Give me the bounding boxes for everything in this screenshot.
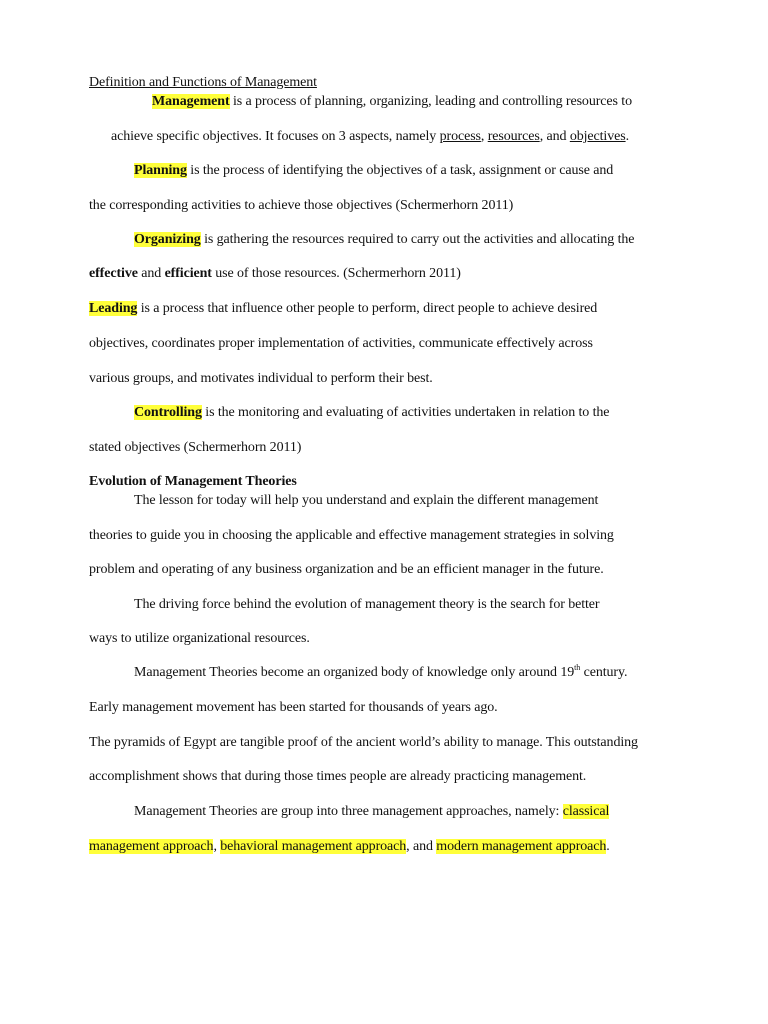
highlight-classical-approach: management approach xyxy=(89,839,214,854)
term-leading: Leading xyxy=(89,301,138,316)
evolution-p2-line-1: The driving force behind the evolution of management theory is the search for better xyxy=(134,597,600,612)
controlling-line-1: Controlling is the monitoring and evaluating of activities undertaken in relation to the xyxy=(134,405,610,420)
term-organizing: Organizing xyxy=(134,232,201,247)
aspect-process: process xyxy=(439,129,481,144)
evolution-p4-line-1: The pyramids of Egypt are tangible proof of the ancient world’s ability to manage. This outstanding xyxy=(89,735,638,750)
management-definition-line-2: achieve specific objectives. It focuses on 3 aspects, namely process, resources, and objectives. xyxy=(111,129,629,144)
evolution-p2-line-2: ways to utilize organizational resources. xyxy=(89,631,310,646)
planning-line-2: the corresponding activities to achieve those objectives (Schermerhorn 2011) xyxy=(89,198,514,213)
leading-line-2: objectives, coordinates proper implementation of activities, communicate effectively across xyxy=(89,336,593,351)
leading-line-1: Leading is a process that influence other people to perform, direct people to achieve desired xyxy=(89,301,598,316)
planning-line-1: Planning is the process of identifying the objectives of a task, assignment or cause and xyxy=(134,163,614,178)
organizing-line-1: Organizing is gathering the resources required to carry out the activities and allocating the xyxy=(134,232,635,247)
highlight-classical: classical xyxy=(562,804,610,819)
management-definition-line-1: Management is a process of planning, organizing, leading and controlling resources to xyxy=(152,94,632,109)
term-management: Management xyxy=(152,94,230,109)
controlling-line-2: stated objectives (Schermerhorn 2011) xyxy=(89,440,302,455)
evolution-p3-line-2: Early management movement has been started for thousands of years ago. xyxy=(89,700,498,715)
leading-line-3: various groups, and motivates individual to perform their best. xyxy=(89,371,433,386)
term-controlling: Controlling xyxy=(134,405,202,420)
aspect-resources: resources xyxy=(487,129,540,144)
term-planning: Planning xyxy=(134,163,187,178)
evolution-p5-line-1: Management Theories are group into three management approaches, namely: classical xyxy=(134,804,610,819)
highlight-modern-approach: modern management approach xyxy=(436,839,607,854)
section-heading-definition: Definition and Functions of Management xyxy=(89,75,317,90)
evolution-p1-line-2: theories to guide you in choosing the applicable and effective management strategies in solving xyxy=(89,528,614,543)
evolution-p3-line-1: Management Theories become an organized body of knowledge only around 19th century. xyxy=(134,663,628,680)
evolution-p1-line-1: The lesson for today will help you understand and explain the different management xyxy=(134,493,599,508)
section-heading-evolution: Evolution of Management Theories xyxy=(89,474,297,489)
highlight-behavioral-approach: behavioral management approach xyxy=(220,839,407,854)
evolution-p4-line-2: accomplishment shows that during those times people are already practicing management. xyxy=(89,769,587,784)
organizing-line-2: effective and efficient use of those resources. (Schermerhorn 2011) xyxy=(89,266,461,281)
aspect-objectives: objectives xyxy=(569,129,626,144)
evolution-p5-line-2: management approach, behavioral management approach, and modern management approach. xyxy=(89,839,610,854)
evolution-p1-line-3: problem and operating of any business organization and be an efficient manager in the future. xyxy=(89,562,604,577)
